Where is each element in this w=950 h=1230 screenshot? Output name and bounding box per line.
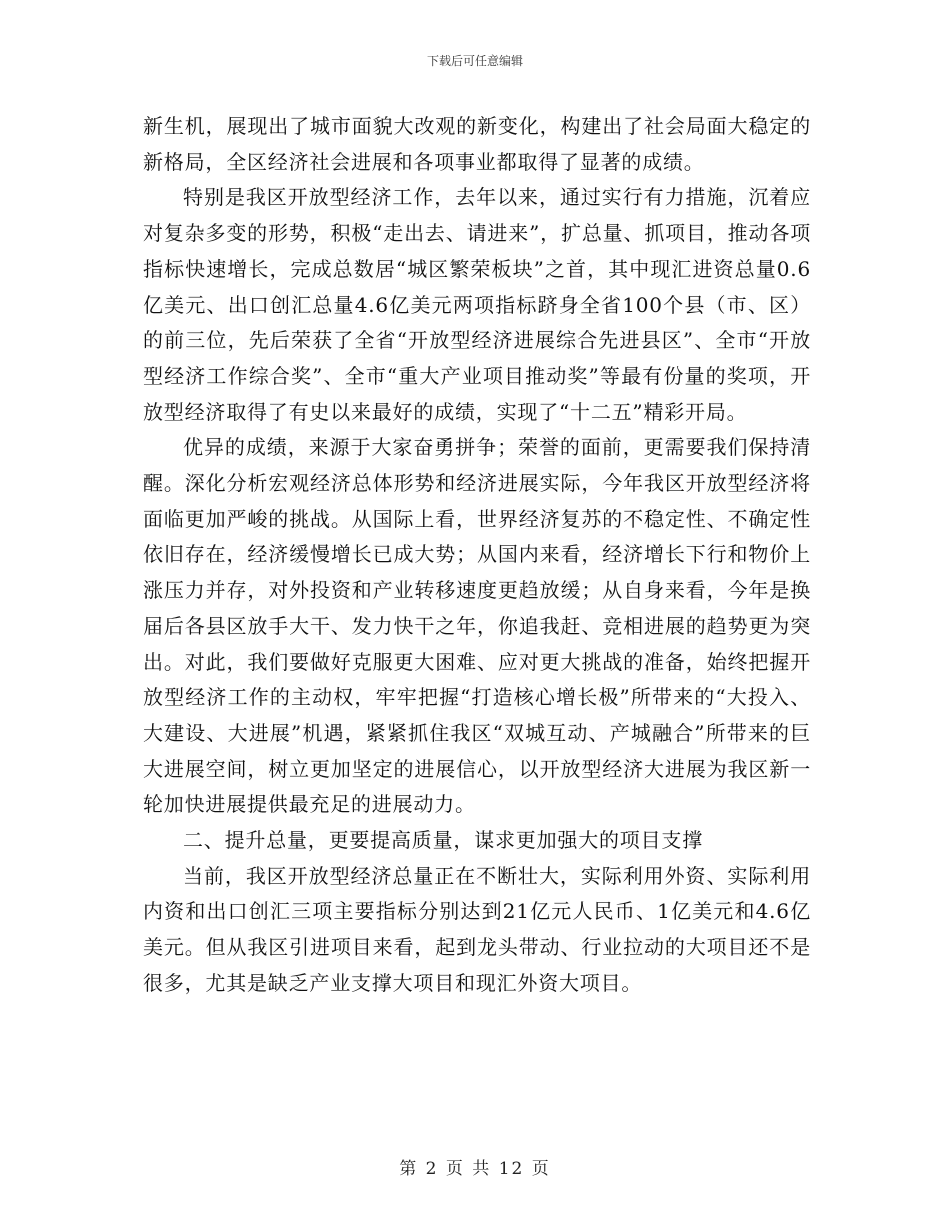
paragraph: 当前，我区开放型经济总量正在不断壮大，实际利用外资、实际利用内资和出口创汇三项主要指标分别达到21亿元人民币、1亿美元和4.6亿美元。但从我区引进项目来看，起到龙头带动、行业拉动的大项目还不是很多，尤其是缺乏产业支撑大项目和现汇外资大项目。 [143, 863, 811, 995]
page-number-footer: 第 2 页 共 12 页 [399, 1159, 551, 1179]
paragraph: 优异的成绩，来源于大家奋勇拼争；荣誉的面前，更需要我们保持清醒。深化分析宏观经济总体形势和经济进展实际，今年我区开放型经济将面临更加严峻的挑战。从国际上看，世界经济复苏的不稳定性、不确定性依旧存在，经济缓慢增长已成大势；从国内来看，经济增长下行和物价上涨压力并存，对外投资和产业转移速度更趋放缓；从自身来看，今年是换届后各县区放手大干、发力快干之年，你追我赶、竞相进展的趋势更为突出。对此，我们要做好克服更大困难、应对更大挑战的准备，始终把握开放型经济工作的主动权，牢牢把握“打造核心增长极”所带来的“大投入、大建设、大进展”机遇，紧紧抓住我区“双城互动、产城融合”所带来的巨大进展空间，树立更加坚定的进展信心，以开放型经济大进展为我区新一轮加快进展提供最充足的进展动力。 [143, 435, 811, 817]
section-heading: 二、提升总量，更要提高质量，谋求更加强大的项目支撑 [183, 828, 703, 853]
page-header: 下载后可任意编辑 [426, 54, 523, 68]
paragraph: 新生机，展现出了城市面貌大改观的新变化，构建出了社会局面大稳定的新格局，全区经济社会进展和各项事业都取得了显著的成绩。 [143, 114, 811, 174]
paragraph: 特别是我区开放型经济工作，去年以来，通过实行有力措施，沉着应对复杂多变的形势，积极“走出去、请进来”，扩总量、抓项目，推动各项指标快速增长，完成总数居“城区繁荣板块”之首，其中现汇进资总量0.6亿美元、出口创汇总量4.6亿美元两项指标跻身全省100个县（市、区）的前三位，先后荣获了全省“开放型经济进展综合先进县区”、全市“开放型经济工作综合奖”、全市“重大产业项目推动奖”等最有份量的奖项，开放型经济取得了有史以来最好的成绩，实现了“十二五”精彩开局。 [143, 185, 811, 424]
document-body [143, 109, 811, 1002]
